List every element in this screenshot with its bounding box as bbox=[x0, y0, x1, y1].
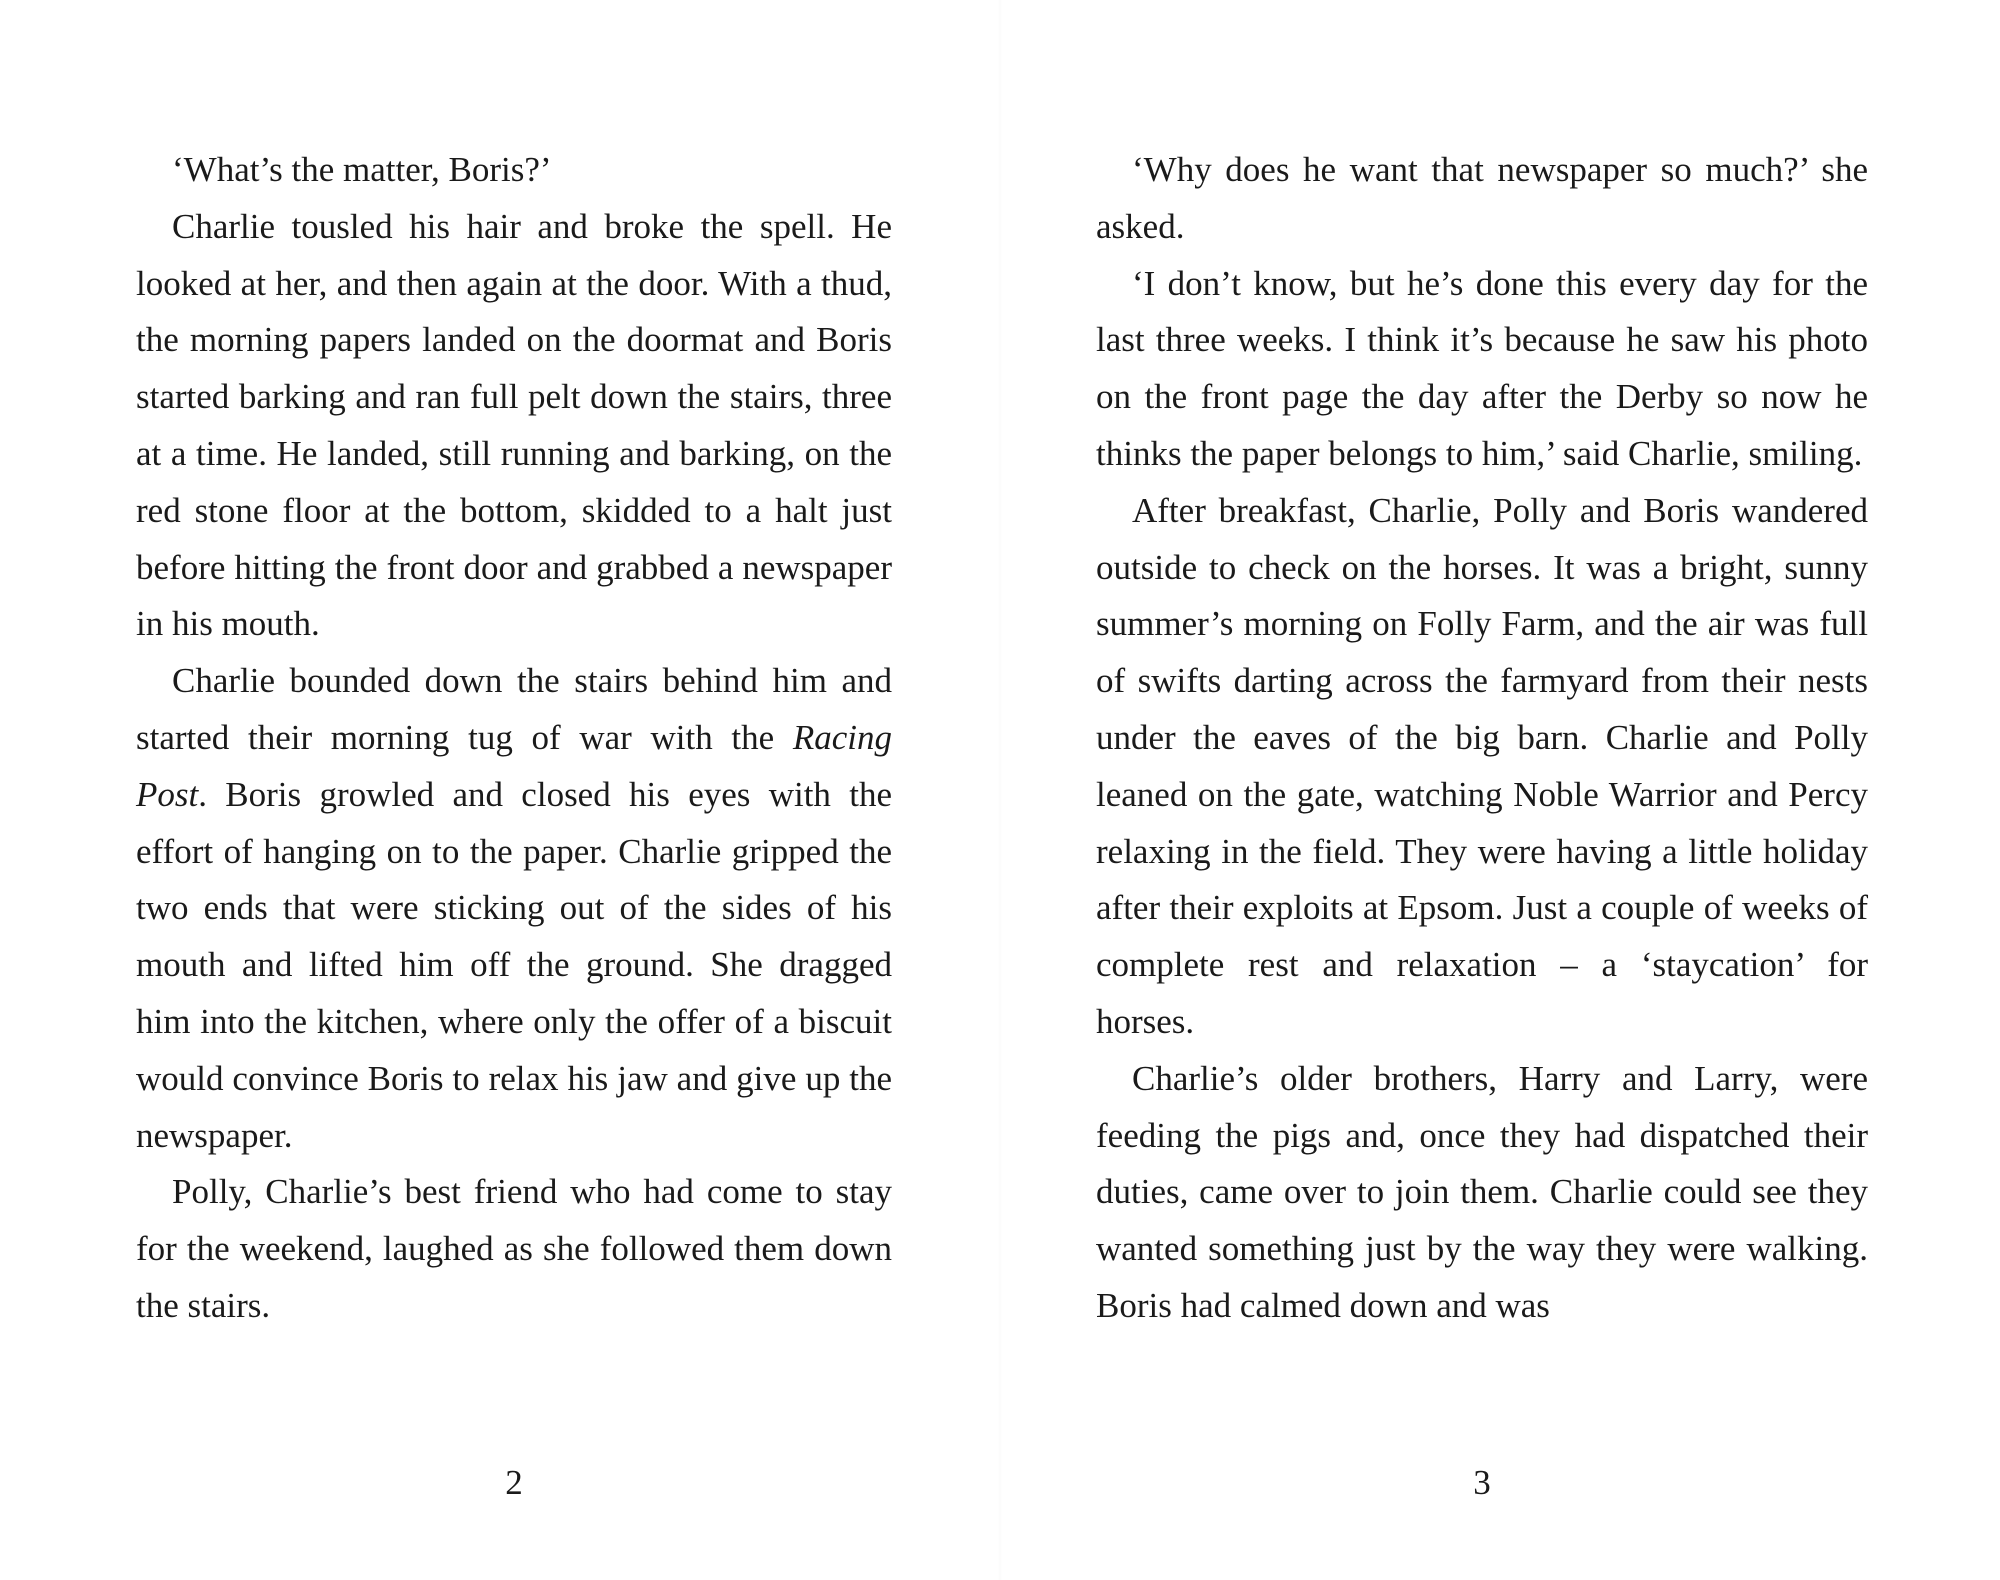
page-number: 3 bbox=[1473, 1463, 1491, 1502]
newspaper-title: Racing Post bbox=[136, 717, 892, 814]
left-page-text bbox=[136, 142, 892, 1335]
paragraph-text: Charlie bounded down the stairs behind him and started their morning tug of war with the bbox=[136, 661, 892, 757]
paragraph: ‘Why does he want that newspaper so much?’ she asked. bbox=[1096, 150, 1868, 246]
paragraph: ‘What’s the matter, Boris?’ bbox=[172, 150, 552, 189]
paragraph: ‘I don’t know, but he’s done this every day for the last three weeks. I think it’s because he saw his photo on the front page the day after the Derby so now he thinks the paper belongs to him,’ said Charlie, smiling. bbox=[1096, 263, 1868, 473]
paragraph: Charlie tousled his hair and broke the spell. He looked at her, and then again at the door. With a thud, the morning papers landed on the doormat and Boris started barking and ran full pelt down the stairs, three at a time. He landed, still running and barking, on the red stone floor at the bottom, skidded to a halt just before hitting the front door and grabbed a newspaper in his mouth. bbox=[136, 206, 892, 644]
paragraph: Charlie’s older brothers, Harry and Larry, were feeding the pigs and, once they had dispatched their duties, came over to join them. Charlie could see they wanted something just by the way they were walking. Boris had calmed down and was bbox=[1096, 1058, 1868, 1325]
paragraph: After breakfast, Charlie, Polly and Boris wandered outside to check on the horses. It was a bright, sunny summer’s morning on Folly Farm, and the air was full of swifts darting across the farmyard from their nests under the eaves of the big barn. Charlie and Polly leaned on the gate, watching Noble Warrior and Percy relaxing in the field. They were having a little holiday after their exploits at Epsom. Just a couple of weeks of complete rest and relaxation – a ‘staycation’ for horses. bbox=[1096, 490, 1868, 1041]
page-number: 2 bbox=[505, 1463, 523, 1502]
right-page bbox=[1000, 0, 2000, 1580]
paragraph bbox=[136, 653, 892, 1164]
right-page-text bbox=[1096, 142, 1868, 1335]
paragraph: Polly, Charlie’s best friend who had come to stay for the weekend, laughed as she followed them down the stairs. bbox=[136, 1172, 892, 1325]
paragraph-text: . Boris growled and closed his eyes with the effort of hanging on to the paper. Charlie gripped the two ends that were sticking out of the sides of his mouth and lifted him off the ground. She dragged him into the kitchen, where only the offer of a biscuit would convince Boris to relax his jaw and give up the newspaper. bbox=[136, 774, 892, 1155]
